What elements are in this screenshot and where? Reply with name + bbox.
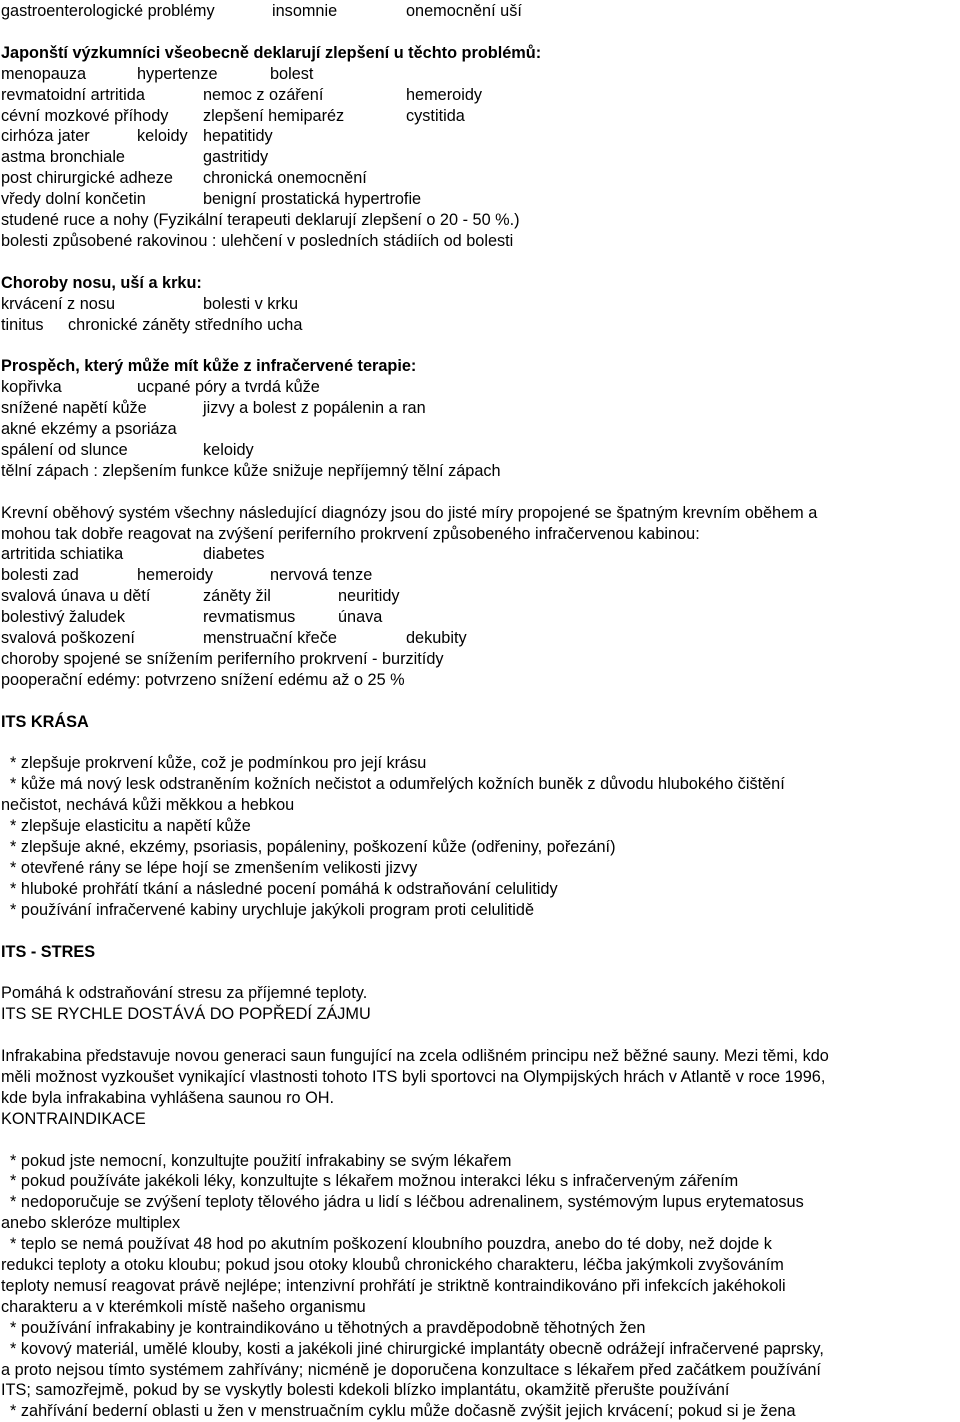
paragraph-line: Pomáhá k odstraňování stresu za příjemné teploty.: [1, 984, 368, 1003]
list-cell: onemocnění uší: [406, 2, 522, 20]
list-cell: krvácení z nosu: [1, 294, 116, 313]
bullet-line: * zlepšuje elasticitu a napětí kůže: [1, 817, 251, 836]
list-cell: artritida schiatika: [1, 545, 124, 564]
list-cell: revmatismus: [203, 608, 296, 627]
list-cell: bolesti v krku: [203, 294, 299, 313]
section-heading: Japonští výzkumníci všeobecně deklarují zlepšení u těchto problémů:: [1, 43, 542, 62]
list-cell: gastritidy: [203, 148, 269, 167]
bullet-line: teploty nemusí reagovat právě nejlépe; intenzivní prohřátí je striktně kontraindikováno při infekcích jakéhokoli: [1, 1276, 786, 1295]
list-cell: tinitus: [1, 315, 44, 334]
list-item: bolesti způsobené rakovinou : ulehčení v posledních stádiích od bolesti: [1, 231, 514, 250]
list-cell: cystitida: [406, 106, 465, 125]
list-cell: nemoc z ozáření: [203, 85, 324, 104]
paragraph-line: Krevní oběhový systém všechny následující diagnózy jsou do jisté míry propojené se špatným krevním oběhem a: [1, 503, 818, 522]
list-cell: chronická onemocnění: [203, 169, 367, 188]
bullet-line: a proto nejsou tímto systémem zahřívány; nicméně je doporučena konzultace s lékařem před začátkem používání: [1, 1360, 821, 1379]
bullet-line: * pokud jste nemocní, konzultujte použití infrakabiny se svým lékařem: [1, 1151, 512, 1170]
list-cell: bolest: [270, 64, 314, 83]
list-cell: spálení od slunce: [1, 440, 128, 459]
list-cell: post chirurgické adheze: [1, 169, 173, 188]
list-cell: insomnie: [272, 2, 338, 20]
list-cell: svalová únava u dětí: [1, 587, 151, 606]
bullet-line: * zlepšuje prokrvení kůže, což je podmínkou pro její krásu: [1, 754, 427, 773]
bullet-line: ITS; samozřejmě, pokud by se vyskytly bolesti kdekoli blízko implantátu, okamžitě přerušte používání: [1, 1381, 730, 1400]
list-cell: cévní mozkové příhody: [1, 106, 169, 125]
bullet-line: * kovový materiál, umělé klouby, kosti a jakékoli jiné chirurgické implantáty obecně odrážejí infračervené paprsky,: [1, 1339, 824, 1358]
list-cell: vředy dolní končetin: [1, 190, 146, 209]
list-item: tělní zápach : zlepšením funkce kůže snižuje nepříjemný tělní zápach: [1, 461, 501, 480]
list-cell: cirhóza jater: [1, 127, 90, 146]
bullet-line: * zahřívání bederní oblasti u žen v menstruačním cyklu může dočasně zvýšit jejich krvácení; pokud si je žena: [1, 1402, 796, 1421]
list-cell: hemeroidy: [406, 85, 483, 104]
list-cell: revmatoidní artritida: [1, 85, 145, 104]
list-cell: únava: [338, 608, 383, 627]
list-item: pooperační edémy: potvrzeno snížení edému až o 25 %: [1, 670, 405, 689]
list-cell: ucpané póry a tvrdá kůže: [137, 378, 320, 397]
section-heading: ITS - STRES: [1, 942, 96, 961]
list-cell: dekubity: [406, 629, 467, 647]
paragraph-line: měli možnost vyzkoušet vynikající vlastnosti tohoto ITS byli sportovci na Olympijských hrách v Atlantě v roce 1996,: [1, 1067, 826, 1086]
list-cell: astma bronchiale: [1, 148, 125, 167]
paragraph-line: Infrakabina představuje novou generaci saun fungující na zcela odlišném principu než běžné sauny. Mezi těmi, kdo: [1, 1047, 829, 1065]
bullet-line: charakteru a v kterémkoli místě našeho organismu: [1, 1297, 366, 1316]
list-cell: diabetes: [203, 545, 265, 564]
list-cell: ekzémy a psoriáza: [41, 420, 177, 438]
list-cell: chronické záněty středního ucha: [68, 315, 303, 334]
bullet-line: nečistot, nechává kůži měkkou a hebkou: [1, 796, 295, 815]
list-cell: snížené napětí kůže: [1, 399, 147, 418]
list-cell: kopřivka: [1, 378, 62, 397]
list-cell: hypertenze: [137, 64, 218, 83]
list-cell: zlepšení hemiparéz: [203, 106, 345, 125]
list-cell: hemeroidy: [137, 566, 214, 585]
bullet-line: anebo skleróze multiplex: [1, 1214, 181, 1233]
list-cell: menstruační křeče: [203, 629, 337, 647]
list-cell: neuritidy: [338, 587, 400, 606]
paragraph-line: mohou tak dobře reagovat na zvýšení periferního prokrvení způsobeného infračervenou kabinou:: [1, 524, 700, 543]
section-heading: Prospěch, který může mít kůže z infračervené terapie:: [1, 357, 417, 376]
paragraph-line: ITS SE RYCHLE DOSTÁVÁ DO POPŘEDÍ ZÁJMU: [1, 1005, 371, 1024]
list-cell: bolestivý žaludek: [1, 608, 125, 627]
bullet-line: * používání infračervené kabiny urychluje jakýkoli program proti celulitidě: [1, 900, 535, 919]
list-cell: benigní prostatická hypertrofie: [203, 190, 422, 209]
section-heading: ITS KRÁSA: [1, 712, 89, 731]
list-cell: menopauza: [1, 64, 87, 83]
list-item: choroby spojené se snížením periferního prokrvení - burzitídy: [1, 649, 444, 668]
list-cell: nervová tenze: [270, 566, 373, 585]
bullet-line: * teplo se nemá používat 48 hod po akutním poškození kloubního pouzdra, anebo do té doby, než dojde k: [1, 1235, 772, 1254]
paragraph-line: kde byla infrakabina vyhlášena saunou ro OH.: [1, 1088, 335, 1107]
list-cell: keloidy: [137, 127, 188, 146]
list-cell: gastroenterologické problémy: [1, 2, 215, 20]
list-item: studené ruce a nohy (Fyzikální terapeuti deklarují zlepšení o 20 - 50 %.): [1, 211, 520, 229]
section-heading: KONTRAINDIKACE: [1, 1109, 146, 1128]
list-cell: hepatitidy: [203, 127, 273, 146]
bullet-line: * zlepšuje akné, ekzémy, psoriasis, popáleniny, poškození kůže (odřeniny, pořezání): [1, 838, 616, 856]
bullet-line: * otevřené rány se lépe hojí se zmenšením velikosti jizvy: [1, 858, 418, 877]
list-cell: záněty žil: [203, 587, 271, 606]
list-cell: keloidy: [203, 440, 254, 459]
list-cell: akné: [1, 420, 37, 438]
list-cell: svalová poškození: [1, 629, 135, 647]
bullet-line: redukci teploty a otoku kloubu; pokud jsou otoky kloubů chronického charakteru, léčba jakýmkoli zvyšováním: [1, 1256, 784, 1274]
bullet-line: * hluboké prohřátí tkání a následné pocení pomáhá k odstraňování celulitidy: [1, 879, 558, 898]
bullet-line: * používání infrakabiny je kontraindikováno u těhotných a pravděpodobně těhotných žen: [1, 1318, 646, 1337]
list-cell: jizvy a bolest z popálenin a ran: [203, 399, 426, 418]
list-cell: bolesti zad: [1, 566, 79, 585]
bullet-line: * nedoporučuje se zvýšení teploty tělového jádra u lidí s léčbou adrenalinem, systémovým lupus erytematosus: [1, 1193, 804, 1212]
section-heading: Choroby nosu, uší a krku:: [1, 273, 202, 292]
bullet-line: * kůže má nový lesk odstraněním kožních nečistot a odumřelých kožních buněk z důvodu hlubokého čištění: [1, 775, 785, 794]
bullet-line: * pokud používáte jakékoli léky, konzultujte s lékařem možnou interakci léku s infračerveným zářením: [1, 1172, 739, 1191]
